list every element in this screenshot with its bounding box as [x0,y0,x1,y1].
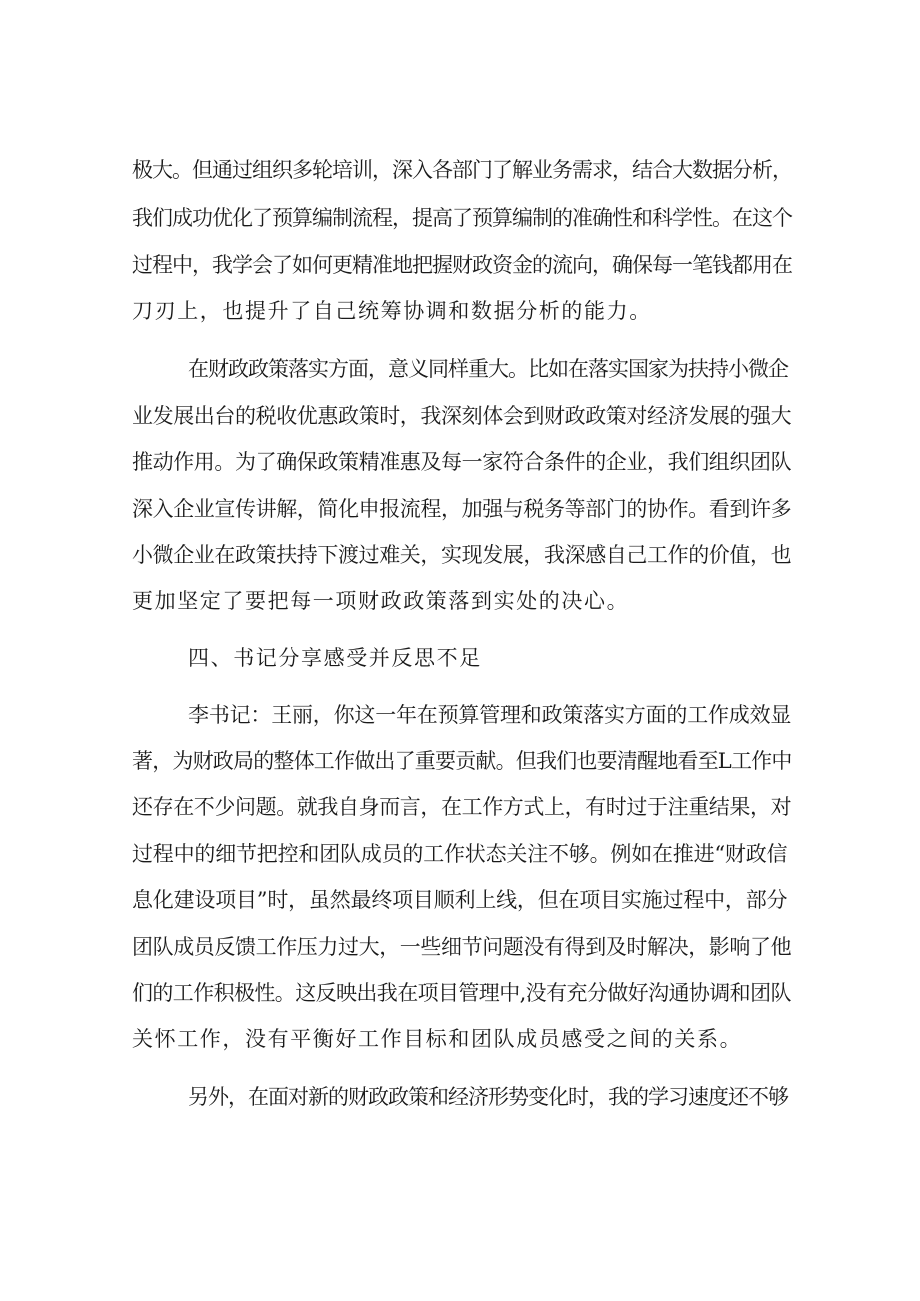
text-line: 我们成功优化了预算编制流程，提高了预算编制的准确性和科学性。在这个 [132,206,792,230]
text-line: 推动作用。为了确保政策精准惠及每一家符合条件的企业，我们组织团队 [132,450,792,474]
text-line: 还存在不少问题。就我自身而言，在工作方式上，有时过于注重结果，对 [132,795,792,819]
text-line: 们的工作积极性。这反映出我在项目管理中,没有充分做好沟通协调和团队 [132,981,791,1005]
text-line: 刀刃上，也提升了自己统筹协调和数据分析的能力。 [132,299,652,323]
text-line: 业发展出台的税收优惠政策时，我深刻体会到财政政策对经济发展的强大 [132,404,792,428]
text-line: 极大。但通过组织多轮培训，深入各部门了解业务需求，结合大数据分析， [132,158,792,182]
text-line: 更加坚定了要把每一项财政政策落到实处的决心。 [132,589,630,613]
text-line: 过程中，我学会了如何更精准地把握财政资金的流向，确保每一笔钱都用在 [132,253,792,277]
text-line: 关怀工作，没有平衡好工作目标和团队成员感受之间的关系。 [132,1027,743,1051]
section-heading: 四、书记分享感受并反思不足 [188,646,482,670]
text-line: 团队成员反馈工作压力过大，一些细节问题没有得到及时解决，影响了他 [132,935,792,959]
text-line: 过程中的细节把控和团队成员的工作状态关注不够。例如在推进“财政信 [132,842,788,866]
text-line: 深入企业宣传讲解，简化申报流程，加强与税务等部门的协作。看到许多 [132,497,792,521]
text-line: 息化建设项目”时，虽然最终项目顺利上线，但在项目实施过程中，部分 [132,888,788,912]
text-line: 在财政政策落实方面，意义同样重大。比如在落实国家为扶持小微企 [188,357,788,381]
text-line: 著，为财政局的整体工作做出了重要贡献。但我们也要清醒地看至L工作中 [132,749,792,773]
text-line: 小微企业在政策扶持下渡过难关，实现发展，我深感自己工作的价值，也 [132,543,792,567]
text-line: 另外，在面对新的财政政策和经济形势变化时，我的学习速度还不够 [188,1085,788,1109]
text-line: 李书记：王丽，你这一年在预算管理和政策落实方面的工作成效显 [188,703,792,727]
